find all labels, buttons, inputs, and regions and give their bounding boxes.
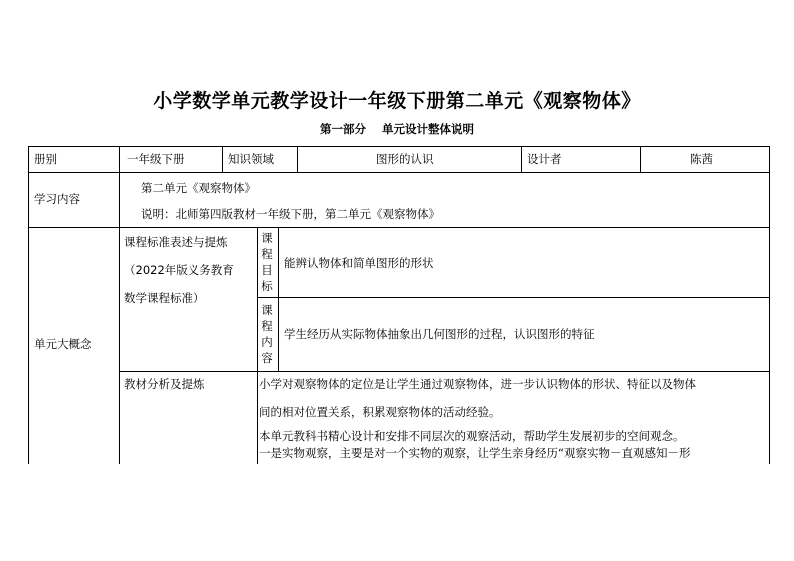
document-title: 小学数学单元教学设计一年级下册第二单元《观察物体》 — [153, 90, 641, 112]
standards-label-line: 课程标准表述与提炼 — [124, 235, 228, 249]
designer-value: 陈茜 — [690, 152, 713, 166]
table-rule — [28, 146, 770, 147]
learning-note: 说明：北师第四版教材一年级下册，第二单元《观察物体》 — [141, 207, 440, 221]
analysis-line: 间的相对位置关系，积累观察物体的活动经验。 — [259, 405, 501, 419]
content-label: 课 程 内 容 — [261, 303, 273, 365]
designer-label: 设计者 — [527, 152, 562, 166]
table-rule — [640, 146, 641, 172]
learning-unit: 第二单元《观察物体》 — [141, 181, 256, 195]
table-rule — [769, 146, 770, 464]
goal-text: 能辨认物体和简单图形的形状 — [284, 256, 434, 270]
table-rule — [297, 146, 298, 172]
table-rule — [119, 227, 120, 464]
standards-label-line: （2022年版义务教育 — [124, 263, 234, 277]
table-rule — [257, 371, 258, 464]
table-rule — [278, 227, 279, 371]
table-rule — [119, 172, 120, 227]
table-rule — [28, 227, 770, 228]
learning-label: 学习内容 — [34, 192, 80, 206]
table-rule — [28, 172, 770, 173]
analysis-line: 一是实物观察，主要是对一个实物的观察，让学生亲身经历“观察实物－直观感知－形 — [259, 446, 691, 460]
domain-value: 图形的认识 — [376, 152, 434, 166]
table-rule — [119, 371, 770, 372]
table-rule — [257, 227, 258, 371]
analysis-line: 小学对观察物体的定位是让学生通过观察物体，进一步认识物体的形状、特征以及物体 — [259, 377, 696, 391]
standards-label-line: 数学课程标准） — [124, 291, 205, 305]
big-concept-label: 单元大概念 — [34, 337, 92, 351]
analysis-line: 本单元教科书精心设计和安排不同层次的观察活动，帮助学生发展初步的空间观念。 — [259, 429, 685, 443]
goal-label: 课 程 目 标 — [261, 231, 273, 293]
table-rule — [257, 297, 770, 298]
table-rule — [119, 146, 120, 172]
part-title: 单元设计整体说明 — [382, 122, 474, 136]
table-rule — [28, 146, 29, 464]
table-rule — [521, 146, 522, 172]
content-text: 学生经历从实际物体抽象出几何图形的过程，认识图形的特征 — [284, 327, 595, 341]
table-rule — [222, 146, 223, 172]
analysis-label: 教材分析及提炼 — [124, 377, 205, 391]
category-label: 册别 — [34, 152, 57, 166]
part-label: 第一部分 — [319, 122, 366, 136]
domain-label: 知识领域 — [228, 152, 274, 166]
category-value: 一年级下册 — [127, 152, 185, 166]
